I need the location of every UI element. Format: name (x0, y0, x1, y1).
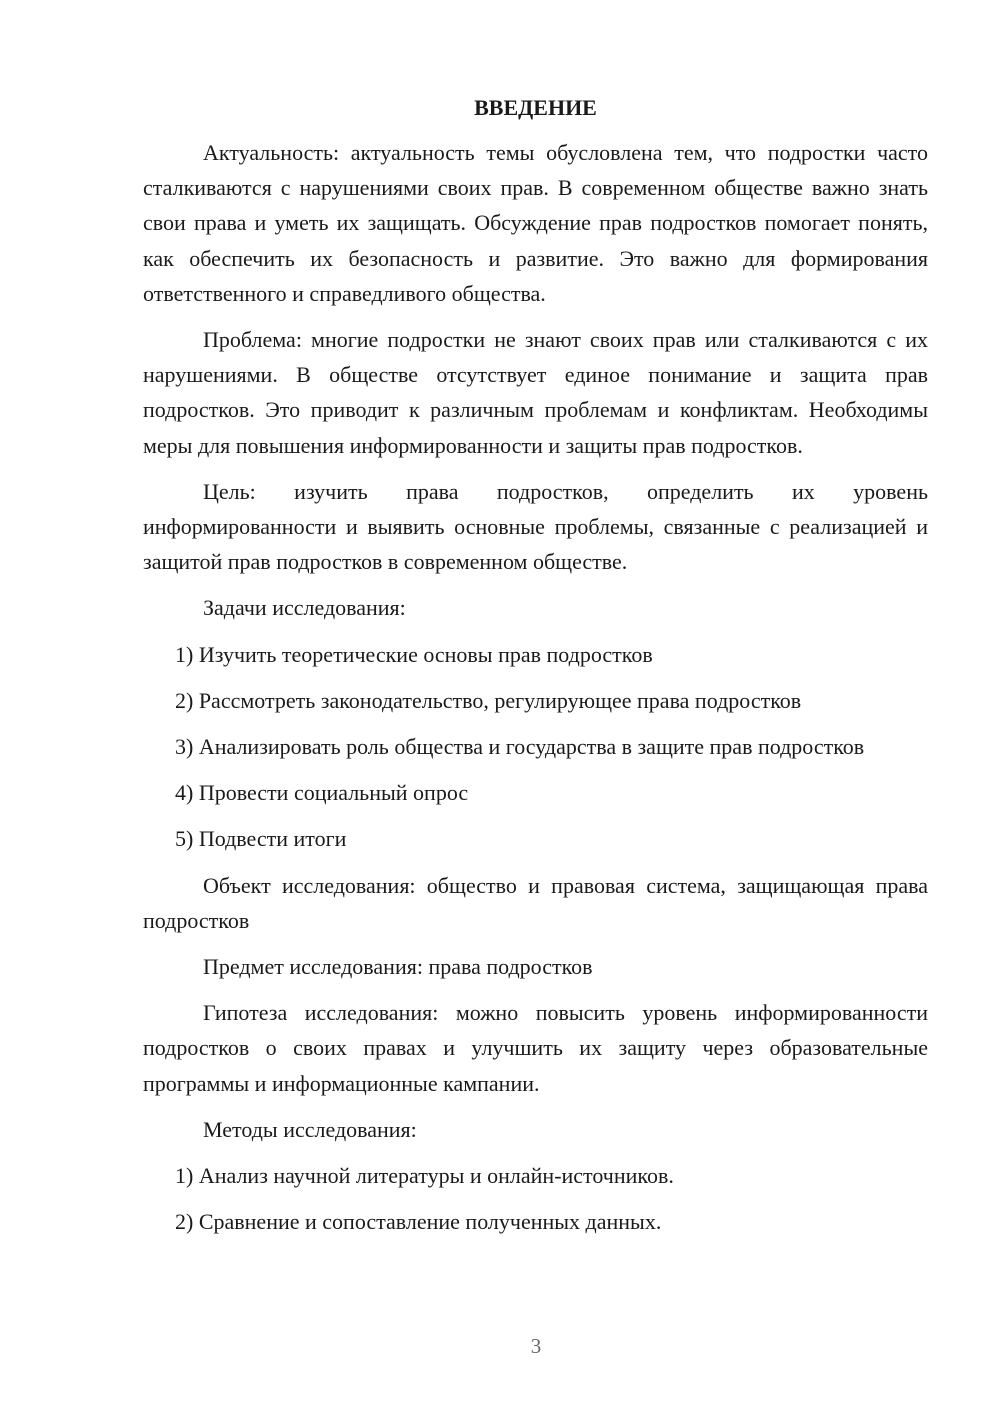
task-item: 1) Изучить теоретические основы прав подростков (175, 641, 653, 667)
task-item: 3) Анализировать роль общества и государства в защите прав подростков (175, 734, 865, 760)
document-body (143, 93, 928, 1250)
page-number: 3 (530, 1334, 542, 1358)
task-item: 4) Провести социальный опрос (175, 780, 469, 806)
problem-paragraph: Проблема: многие подростки не знают своих прав или сталкиваются с их нарушениями. В обществе отсутствует единое понимание и защита прав подростков. Это приводит к различным проблемам и конфликтам. Необходимы меры для повышения информированности и защиты прав подростков. (143, 327, 928, 458)
task-item: 5) Подвести итоги (175, 826, 347, 852)
method-item: 1) Анализ научной литературы и онлайн-источников. (175, 1163, 674, 1189)
tasks-heading: Задачи исследования: (203, 595, 406, 621)
relevance-paragraph: Актуальность: актуальность темы обусловлена тем, что подростки часто сталкиваются с нарушениями своих прав. В современном обществе важно знать свои права и уметь их защищать. Обсуждение прав подростков помогает понять, как обеспечить их безопасность и развитие. Это важно для формирования ответственного и справедливого общества. (143, 140, 928, 306)
goal-paragraph: Цель: изучить права подростков, определить их уровень информированности и выявить основные проблемы, связанные с реализацией и защитой прав подростков в современном обществе. (143, 478, 928, 575)
method-item: 2) Сравнение и сопоставление полученных данных. (175, 1209, 662, 1235)
task-item: 2) Рассмотреть законодательство, регулирующее права подростков (175, 687, 802, 713)
page-title: ВВЕДЕНИЕ (474, 95, 597, 120)
methods-heading: Методы исследования: (203, 1116, 417, 1142)
object-paragraph: Объект исследования: общество и правовая система, защищающая права подростков (143, 872, 928, 933)
subject-paragraph: Предмет исследования: права подростков (203, 954, 593, 980)
hypothesis-paragraph: Гипотеза исследования: можно повысить уровень информированности подростков о своих правах и улучшить их защиту через образовательные программы и информационные кампании. (143, 1000, 928, 1096)
